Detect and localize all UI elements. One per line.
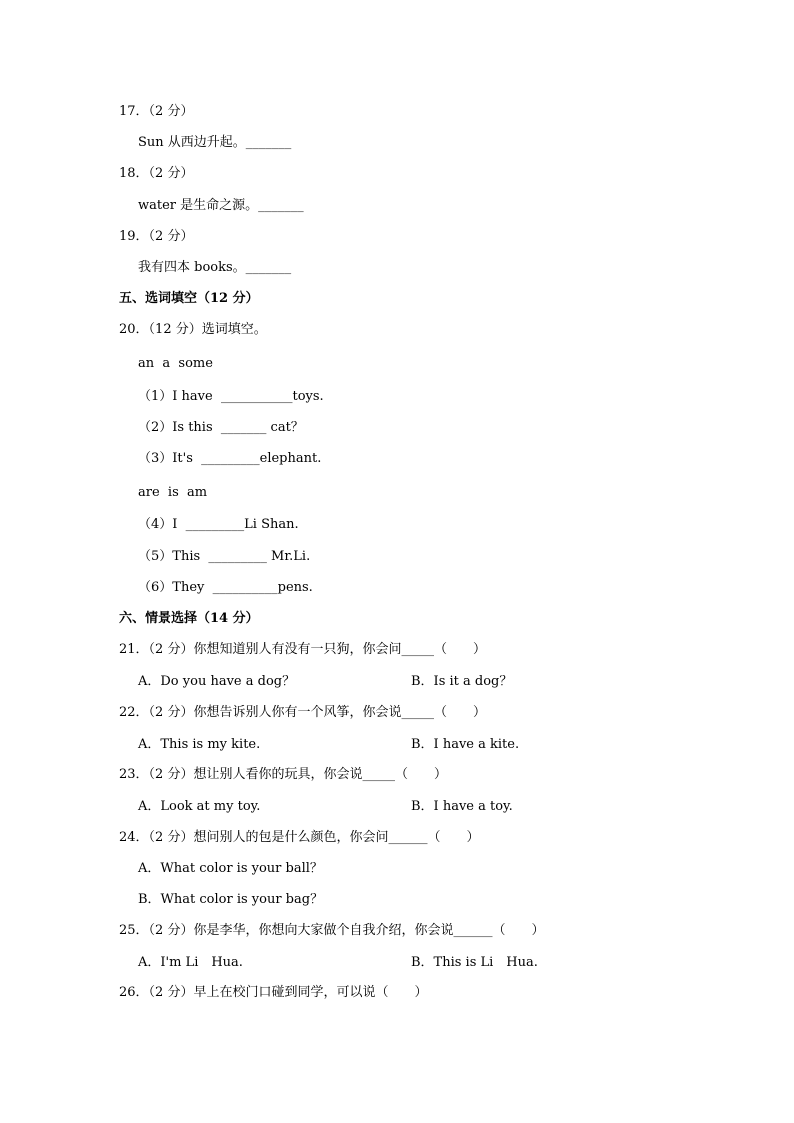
q22-head: 22．（2 分）你想告诉别人你有一个风筝，你会说_____（ ） <box>119 705 486 720</box>
q23-option-b[interactable]: B．I have a toy. <box>411 799 513 814</box>
section5-title: 五、选词填空（12 分） <box>119 291 259 306</box>
q20-item6: （6）They __________pens. <box>138 580 313 595</box>
q24-head: 24．（2 分）想问别人的包是什么颜色，你会问______（ ） <box>119 830 480 845</box>
q20-item4: （4）I _________Li Shan. <box>138 517 299 532</box>
q25-head: 25．（2 分）你是李华，你想向大家做个自我介绍，你会说______（ ） <box>119 923 545 938</box>
q20-item3: （3）It's _________elephant. <box>138 451 322 466</box>
q25-option-b[interactable]: B．This is Li Hua. <box>411 955 538 970</box>
answer-blank[interactable]: _________ <box>201 451 260 466</box>
q25-option-a[interactable]: A．I'm Li Hua. <box>138 955 243 970</box>
q24-option-b[interactable]: B．What color is your bag？ <box>138 892 324 907</box>
q22-option-b[interactable]: B．I have a kite. <box>411 737 520 752</box>
q20-wordbank2: are is am <box>138 485 208 500</box>
q21-option-b[interactable]: B．Is it a dog？ <box>411 674 513 689</box>
q20-wordbank1: an a some <box>138 356 213 371</box>
q17-text: Sun 从西边升起。_______ <box>138 135 292 150</box>
q21-head: 21．（2 分）你想知道别人有没有一只狗，你会问_____（ ） <box>119 642 486 657</box>
q20-item2: （2）Is this _______ cat？ <box>138 420 304 435</box>
answer-blank[interactable]: ___________ <box>220 389 293 404</box>
answer-blank[interactable]: _________ <box>208 549 267 564</box>
q20-item1: （1）I have ___________toys. <box>138 389 324 404</box>
q20-head: 20．（12 分）选词填空。 <box>119 322 267 337</box>
q20-item5: （5）This _________ Mr.Li. <box>138 549 311 564</box>
q22-option-a[interactable]: A．This is my kite. <box>138 737 261 752</box>
q18-head: 18．（2 分） <box>119 166 194 181</box>
section6-title: 六、情景选择（14 分） <box>119 611 259 626</box>
answer-blank[interactable]: __________ <box>212 580 278 595</box>
q18-text: water 是生命之源。_______ <box>138 198 304 213</box>
q19-text: 我有四本 books。_______ <box>138 260 292 275</box>
answer-blank[interactable]: _________ <box>185 517 245 532</box>
q23-option-a[interactable]: A．Look at my toy. <box>138 799 261 814</box>
q19-head: 19．（2 分） <box>119 229 194 244</box>
q23-head: 23．（2 分）想让别人看你的玩具，你会说_____（ ） <box>119 767 447 782</box>
q17-head: 17．（2 分） <box>119 104 194 119</box>
q21-option-a[interactable]: A．Do you have a dog？ <box>138 674 296 689</box>
answer-blank[interactable]: _______ <box>220 420 267 435</box>
q26-head: 26．（2 分）早上在校门口碰到同学，可以说（ ） <box>119 985 428 1000</box>
q24-option-a[interactable]: A．What color is your ball？ <box>138 861 323 876</box>
